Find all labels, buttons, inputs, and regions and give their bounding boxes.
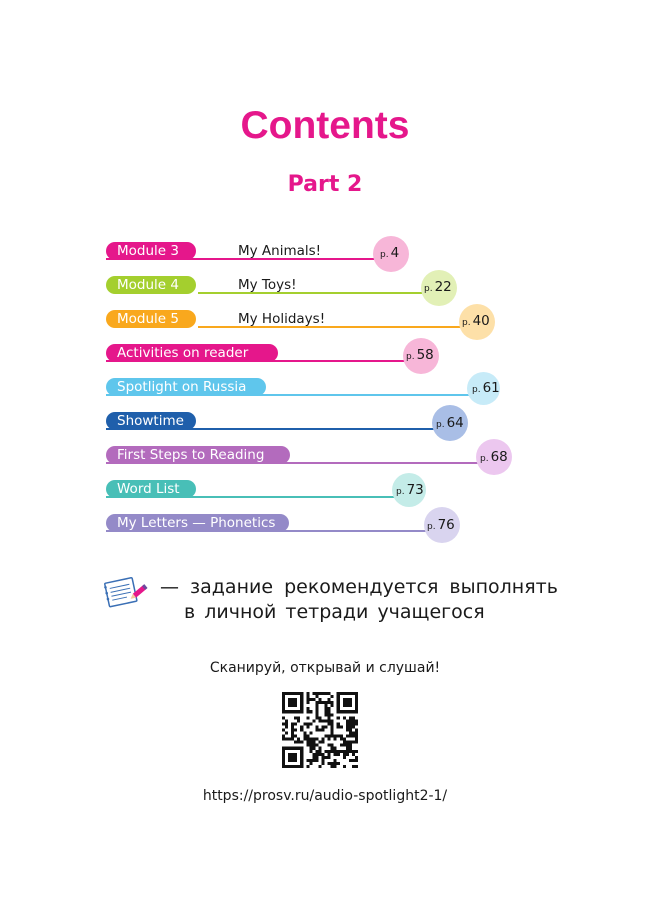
page-number: p. 73 [396, 482, 424, 498]
note-line-1: — задание рекомендуется выполнять [160, 576, 558, 598]
note-text [160, 575, 558, 625]
page-number: p. 61 [472, 380, 500, 396]
page-number: p. 40 [462, 313, 490, 329]
page-number: p. 22 [424, 279, 452, 295]
contents-row-my-letters-phonetics[interactable] [0, 508, 650, 542]
row-label-pill: Word List [106, 480, 196, 498]
page-title: Contents [240, 104, 410, 147]
page-number: p. 58 [406, 347, 434, 363]
page-number: p. 64 [436, 415, 464, 431]
row-label-pill: Module 5 [106, 310, 196, 328]
contents-row-showtime[interactable] [0, 406, 650, 440]
note-line-2: в личной тетради учащегося [184, 601, 485, 623]
row-label-pill: Module 4 [106, 276, 196, 294]
audio-url-link[interactable]: https://prosv.ru/audio-spotlight2-1/ [202, 788, 448, 804]
page-number: p. 4 [380, 245, 400, 261]
qr-code-icon[interactable] [282, 692, 358, 768]
row-label-pill: Activities on reader [106, 344, 278, 362]
contents-row-activities-on-reader[interactable] [0, 338, 650, 372]
contents-row-spotlight-on-russia[interactable] [0, 372, 650, 406]
row-label-pill: Showtime [106, 412, 196, 430]
row-topic: My Toys! [238, 277, 297, 293]
page-number: p. 68 [480, 449, 508, 465]
row-topic: My Holidays! [238, 311, 326, 327]
row-topic: My Animals! [238, 243, 322, 259]
row-label-pill: My Letters — Phonetics [106, 514, 289, 532]
scan-instruction: Сканируй, открывай и слушай! [209, 660, 441, 676]
row-label-pill: Module 3 [106, 242, 196, 260]
page-number: p. 76 [427, 517, 455, 533]
row-underline [198, 292, 423, 294]
contents-row-module-3[interactable] [0, 236, 650, 270]
contents-row-module-4[interactable] [0, 270, 650, 304]
row-label-pill: First Steps to Reading [106, 446, 290, 464]
contents-row-module-5[interactable] [0, 304, 650, 338]
row-label-pill: Spotlight on Russia [106, 378, 266, 396]
page-subtitle: Part 2 [287, 172, 363, 197]
contents-row-first-steps-to-reading[interactable] [0, 440, 650, 474]
contents-row-word-list[interactable] [0, 474, 650, 508]
notebook-pencil-icon [104, 575, 150, 609]
